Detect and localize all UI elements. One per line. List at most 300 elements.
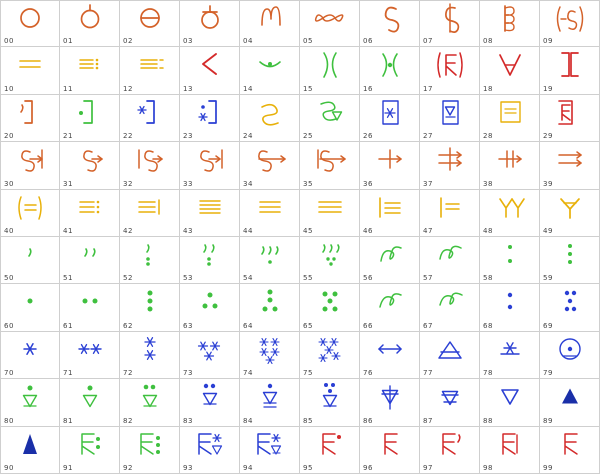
glyph-index-label: 00 (4, 37, 14, 46)
s-curve-icon (360, 3, 419, 35)
glyph-index-label: 15 (303, 84, 313, 93)
parenthesized-s-icon (540, 3, 599, 35)
double-headed-arrow-icon (360, 334, 419, 366)
glyph-cell[interactable] (0, 237, 60, 284)
glyph-index-label: 35 (303, 179, 313, 188)
wave-arch-icon (240, 3, 299, 35)
dot-column-two-icon (480, 239, 539, 271)
double-line-dashed-icon (120, 49, 179, 81)
glyph-index-label: 97 (423, 463, 433, 472)
stacked-lines-wide-icon (300, 192, 359, 224)
glyph-cell[interactable] (240, 332, 300, 379)
glyph-index-label: 40 (4, 226, 14, 235)
glyph-index-label: 39 (543, 179, 553, 188)
glyph-cell[interactable] (360, 237, 420, 284)
glyph-cell[interactable] (120, 427, 180, 474)
red-flag-dot-icon (300, 429, 359, 461)
glyph-index-label: 91 (63, 463, 73, 472)
glyph-cell[interactable] (0, 95, 60, 142)
glyph-index-label: 83 (183, 416, 193, 425)
glyph-cell[interactable] (120, 0, 180, 47)
glyph-index-label: 33 (183, 179, 193, 188)
glyph-index-label: 66 (363, 321, 373, 330)
glyph-index-label: 89 (543, 416, 553, 425)
glyph-index-label: 63 (183, 321, 193, 330)
glyph-cell[interactable] (480, 237, 540, 284)
glyph-index-label: 08 (483, 37, 493, 46)
boxed-triangle-icon (420, 97, 479, 129)
glyph-cell[interactable] (420, 427, 480, 474)
glyph-cell[interactable] (540, 379, 600, 426)
glyph-index-label: 69 (543, 321, 553, 330)
hook-curve-icon (360, 286, 419, 318)
wave-hook-double-icon (420, 239, 479, 271)
glyph-index-label: 80 (4, 416, 14, 425)
two-dots-icon (60, 286, 119, 318)
asterisk-cluster-icon (300, 334, 359, 366)
glyph-index-label: 10 (4, 84, 14, 93)
flag-dots-alt-icon (120, 429, 179, 461)
glyph-index-label: 27 (423, 132, 433, 141)
circle-with-crossbar-icon (120, 3, 179, 35)
single-dot-icon (1, 286, 59, 318)
glyph-cell[interactable] (480, 0, 540, 47)
glyph-index-label: 42 (123, 226, 133, 235)
glyph-cell[interactable] (180, 379, 240, 426)
vertical-bar-lines-icon (360, 192, 419, 224)
glyph-cell[interactable] (180, 142, 240, 189)
red-flag-bar-icon (480, 429, 539, 461)
glyph-cell[interactable] (540, 284, 600, 331)
glyph-index-label: 98 (483, 463, 493, 472)
glyph-cell[interactable] (420, 142, 480, 189)
glyph-cell[interactable] (240, 237, 300, 284)
glyph-cell[interactable] (60, 190, 120, 237)
double-arrow-icon (540, 144, 599, 176)
glyph-cell[interactable] (240, 284, 300, 331)
glyph-index-label: 20 (4, 132, 14, 141)
glyph-cell[interactable] (480, 284, 540, 331)
bracket-dot-icon (60, 97, 119, 129)
glyph-cell[interactable] (360, 0, 420, 47)
glyph-index-label: 05 (303, 37, 313, 46)
glyph-index-label: 25 (303, 132, 313, 141)
glyph-index-label: 60 (4, 321, 14, 330)
glyph-cell[interactable] (360, 47, 420, 94)
glyph-cell[interactable] (240, 0, 300, 47)
glyph-index-label: 55 (303, 274, 313, 283)
glyph-index-label: 07 (423, 37, 433, 46)
glyph-index-label: 67 (423, 321, 433, 330)
wave-hook-icon (360, 239, 419, 271)
circle-icon (1, 3, 59, 35)
glyph-cell[interactable] (120, 95, 180, 142)
glyph-cell[interactable] (0, 190, 60, 237)
glyph-index-label: 56 (363, 274, 373, 283)
glyph-cell[interactable] (420, 0, 480, 47)
glyph-index-label: 57 (423, 274, 433, 283)
glyph-index-label: 49 (543, 226, 553, 235)
double-line-dotted-icon (60, 49, 119, 81)
glyph-cell[interactable] (480, 190, 540, 237)
glyph-index-label: 18 (483, 84, 493, 93)
glyph-cell[interactable] (540, 237, 600, 284)
flag-with-dots-icon (60, 429, 119, 461)
single-comma-icon (1, 239, 59, 271)
glyph-index-label: 26 (363, 132, 373, 141)
glyph-cell[interactable] (180, 47, 240, 94)
four-dots-icon (240, 286, 299, 318)
filled-triangle-icon (540, 381, 599, 413)
asterisk-stack-icon (120, 334, 179, 366)
glyph-cell[interactable] (300, 379, 360, 426)
glyph-index-label: 03 (183, 37, 193, 46)
glyph-index-label: 32 (123, 179, 133, 188)
glyph-cell[interactable] (300, 142, 360, 189)
glyph-cell[interactable] (120, 284, 180, 331)
dot-triangle-icon (180, 286, 239, 318)
double-y-bar-icon (480, 192, 539, 224)
glyph-index-label: 38 (483, 179, 493, 188)
glyph-cell[interactable] (60, 284, 120, 331)
plus-arrow-icon (480, 144, 539, 176)
glyph-index-label: 78 (483, 369, 493, 378)
double-arrow-cross-icon (420, 144, 479, 176)
stacked-lines-icon (240, 192, 299, 224)
glyph-cell[interactable] (180, 427, 240, 474)
glyph-index-label: 30 (4, 179, 14, 188)
glyph-cell[interactable] (0, 332, 60, 379)
glyph-cell[interactable] (0, 379, 60, 426)
glyph-cell[interactable] (480, 332, 540, 379)
glyph-cell[interactable] (120, 379, 180, 426)
glyph-cell[interactable] (180, 237, 240, 284)
glyph-index-label: 93 (183, 463, 193, 472)
dot-over-triangle-alt-icon (60, 381, 119, 413)
red-flag-plain-icon (540, 429, 599, 461)
glyph-cell[interactable] (360, 190, 420, 237)
parenthesized-flag-icon (420, 49, 479, 81)
glyph-index-label: 37 (423, 179, 433, 188)
glyph-index-label: 82 (123, 416, 133, 425)
glyph-cell[interactable] (120, 237, 180, 284)
boxed-asterisk-icon (360, 97, 419, 129)
glyph-index-label: 79 (543, 369, 553, 378)
blue-dot-cluster-icon (540, 286, 599, 318)
glyph-cell[interactable] (180, 190, 240, 237)
s-wave-triangle-icon (300, 97, 359, 129)
glyph-index-label: 68 (483, 321, 493, 330)
glyph-cell[interactable] (60, 0, 120, 47)
glyph-index-label: 65 (303, 321, 313, 330)
red-flag-icon (360, 429, 419, 461)
glyph-index-label: 81 (63, 416, 73, 425)
asterisk-grid-icon (240, 334, 299, 366)
glyph-index-label: 36 (363, 179, 373, 188)
glyph-index-label: 84 (243, 416, 253, 425)
glyph-cell[interactable] (540, 190, 600, 237)
glyph-cell[interactable] (480, 427, 540, 474)
five-dots-icon (300, 286, 359, 318)
dot-over-triangle-icon (1, 381, 59, 413)
glyph-cell[interactable] (540, 332, 600, 379)
s-arrow-bar-icon (1, 144, 59, 176)
glyph-cell[interactable] (480, 95, 540, 142)
circle-with-stem-and-bar-icon (180, 3, 239, 35)
glyph-index-label: 43 (183, 226, 193, 235)
glyph-index-label: 52 (123, 274, 133, 283)
glyph-index-label: 87 (423, 416, 433, 425)
glyph-index-label: 02 (123, 37, 133, 46)
glyph-cell[interactable] (420, 237, 480, 284)
v-arrow-down-icon (480, 49, 539, 81)
glyph-index-label: 01 (63, 37, 73, 46)
glyph-index-label: 73 (183, 369, 193, 378)
glyph-index-label: 34 (243, 179, 253, 188)
glyph-index-label: 23 (183, 132, 193, 141)
blue-dot-pair-icon (480, 286, 539, 318)
lens-with-dot-icon (360, 49, 419, 81)
glyph-cell[interactable] (120, 332, 180, 379)
glyph-index-label: 21 (63, 132, 73, 141)
glyph-cell[interactable] (60, 332, 120, 379)
triangle-crossbar-icon (360, 381, 419, 413)
glyph-index-label: 76 (363, 369, 373, 378)
glyph-index-label: 59 (543, 274, 553, 283)
dot-column-three-icon (540, 239, 599, 271)
s-arrow-right-bar-icon (180, 144, 239, 176)
glyph-cell[interactable] (360, 142, 420, 189)
glyph-cell[interactable] (300, 95, 360, 142)
glyph-cell[interactable] (240, 47, 300, 94)
glyph-index-label: 95 (303, 463, 313, 472)
triangle-plain-icon (480, 381, 539, 413)
glyph-index-label: 94 (243, 463, 253, 472)
s-arrow-plain-icon (60, 144, 119, 176)
glyph-cell[interactable] (0, 47, 60, 94)
bracket-asterisk-icon (120, 97, 179, 129)
bar-with-lines-icon (420, 192, 479, 224)
coil-spiral-icon (480, 3, 539, 35)
four-lines-icon (180, 192, 239, 224)
glyph-cell[interactable] (0, 284, 60, 331)
glyph-cell[interactable] (420, 332, 480, 379)
left-chevron-icon (180, 49, 239, 81)
lens-outline-icon (300, 49, 359, 81)
glyph-cell[interactable] (300, 190, 360, 237)
double-asterisk-icon (60, 334, 119, 366)
glyph-index-label: 90 (4, 463, 14, 472)
glyph-cell[interactable] (240, 427, 300, 474)
double-comma-dots-icon (180, 239, 239, 271)
glyph-index-label: 74 (243, 369, 253, 378)
boxed-lines-icon (480, 97, 539, 129)
glyph-cell[interactable] (180, 95, 240, 142)
glyph-cell[interactable] (480, 379, 540, 426)
glyph-cell[interactable] (480, 47, 540, 94)
glyph-cell[interactable] (120, 142, 180, 189)
flag-asterisk-triangle-icon (180, 429, 239, 461)
glyph-index-label: 31 (63, 179, 73, 188)
glyph-cell[interactable] (420, 47, 480, 94)
triple-line-dotted-icon (60, 192, 119, 224)
glyph-index-label: 48 (483, 226, 493, 235)
double-line-icon (1, 49, 59, 81)
dot-triangle-blue-icon (240, 381, 299, 413)
glyph-cell[interactable] (360, 284, 420, 331)
y-bar-single-icon (540, 192, 599, 224)
glyph-cell[interactable] (480, 142, 540, 189)
glyph-index-label: 70 (4, 369, 14, 378)
glyph-cell[interactable] (180, 332, 240, 379)
glyph-index-label: 54 (243, 274, 253, 283)
glyph-cell[interactable] (240, 190, 300, 237)
bar-long-arrow-icon (300, 144, 359, 176)
glyph-cell[interactable] (240, 142, 300, 189)
infinity-icon (300, 3, 359, 35)
glyph-cell[interactable] (0, 142, 60, 189)
double-comma-icon (60, 239, 119, 271)
glyph-index-label: 51 (63, 274, 73, 283)
long-arrow-s-icon (240, 144, 299, 176)
glyph-index-label: 04 (243, 37, 253, 46)
glyph-index-label: 45 (303, 226, 313, 235)
glyph-index-label: 06 (363, 37, 373, 46)
hook-curve-alt-icon (420, 286, 479, 318)
glyph-index-label: 75 (303, 369, 313, 378)
bracket-comma-icon (1, 97, 59, 129)
glyph-cell[interactable] (360, 332, 420, 379)
glyph-index-label: 41 (63, 226, 73, 235)
triangle-double-bar-icon (420, 381, 479, 413)
glyph-cell[interactable] (420, 190, 480, 237)
glyph-cell[interactable] (300, 427, 360, 474)
glyph-index-label: 72 (123, 369, 133, 378)
glyph-cell[interactable] (60, 237, 120, 284)
triple-line-bar-icon (120, 192, 179, 224)
glyph-index-label: 88 (483, 416, 493, 425)
red-flag-mark-icon (420, 429, 479, 461)
glyph-cell[interactable] (180, 0, 240, 47)
glyph-index-label: 11 (63, 84, 73, 93)
glyph-cell[interactable] (540, 427, 600, 474)
bracket-dot-asterisk-icon (180, 97, 239, 129)
glyph-index-label: 09 (543, 37, 553, 46)
glyph-index-label: 99 (543, 463, 553, 472)
comma-dots-icon (120, 239, 179, 271)
glyph-index-label: 12 (123, 84, 133, 93)
circle-with-stem-icon (60, 3, 119, 35)
glyph-index-label: 16 (363, 84, 373, 93)
circled-dot-triangle-icon (540, 334, 599, 366)
glyph-index-label: 24 (243, 132, 253, 141)
glyph-cell[interactable] (60, 142, 120, 189)
asterisk-bar-icon (480, 334, 539, 366)
glyph-cell[interactable] (240, 95, 300, 142)
glyph-index-label: 85 (303, 416, 313, 425)
glyph-index-label: 19 (543, 84, 553, 93)
glyph-cell[interactable] (60, 95, 120, 142)
glyph-index-label: 17 (423, 84, 433, 93)
glyph-index-label: 46 (363, 226, 373, 235)
glyph-cell[interactable] (0, 0, 60, 47)
bar-s-arrow-icon (120, 144, 179, 176)
glyph-index-label: 50 (4, 274, 14, 283)
glyph-cell[interactable] (300, 332, 360, 379)
triple-comma-icon (240, 239, 299, 271)
glyph-cell[interactable] (300, 0, 360, 47)
glyph-cell[interactable] (420, 284, 480, 331)
flag-bracket-icon (540, 97, 599, 129)
glyph-index-label: 53 (183, 274, 193, 283)
glyph-cell[interactable] (540, 142, 600, 189)
glyph-cell[interactable] (540, 47, 600, 94)
glyph-index-label: 47 (423, 226, 433, 235)
triangle-crossed-icon (420, 334, 479, 366)
glyph-index-label: 96 (363, 463, 373, 472)
glyph-cell[interactable] (60, 379, 120, 426)
glyph-index-label: 86 (363, 416, 373, 425)
glyph-cell[interactable] (180, 284, 240, 331)
glyph-index-label: 14 (243, 84, 253, 93)
glyph-index-label: 58 (483, 274, 493, 283)
s-wave-line-icon (240, 97, 299, 129)
cross-arrow-icon (360, 144, 419, 176)
flag-asterisk-triangle-alt-icon (240, 429, 299, 461)
glyph-cell[interactable] (300, 237, 360, 284)
glyph-index-label: 28 (483, 132, 493, 141)
glyph-cell[interactable] (240, 379, 300, 426)
glyph-cell[interactable] (540, 95, 600, 142)
glyph-cell[interactable] (120, 47, 180, 94)
glyph-index-label: 77 (423, 369, 433, 378)
arc-with-dot-icon (240, 49, 299, 81)
glyph-index-label: 29 (543, 132, 553, 141)
glyph-cell[interactable] (420, 95, 480, 142)
glyph-cell[interactable] (420, 379, 480, 426)
glyph-cell[interactable] (300, 284, 360, 331)
glyph-index-label: 13 (183, 84, 193, 93)
glyph-index-label: 64 (243, 321, 253, 330)
glyph-cell[interactable] (60, 427, 120, 474)
glyph-cell[interactable] (360, 95, 420, 142)
glyph-cell[interactable] (0, 427, 60, 474)
parenthesized-equals-icon (1, 192, 59, 224)
glyph-index-label: 62 (123, 321, 133, 330)
glyph-cell[interactable] (540, 0, 600, 47)
bracket-pair-icon (540, 49, 599, 81)
dollar-like-stroke-icon (420, 3, 479, 35)
filled-triangle-tall-icon (1, 429, 59, 461)
glyph-cell[interactable] (300, 47, 360, 94)
glyph-cell[interactable] (360, 379, 420, 426)
glyph-index-label: 44 (243, 226, 253, 235)
dots-over-triangle-icon (120, 381, 179, 413)
glyph-index-label: 92 (123, 463, 133, 472)
comma-cluster-icon (300, 239, 359, 271)
triple-asterisk-icon (180, 334, 239, 366)
glyph-index-label: 22 (123, 132, 133, 141)
dots-over-triangle-blue-icon (180, 381, 239, 413)
glyph-cell[interactable] (360, 427, 420, 474)
glyph-index-label: 61 (63, 321, 73, 330)
glyph-cell[interactable] (120, 190, 180, 237)
three-dots-vertical-icon (120, 286, 179, 318)
asterisk-icon (1, 334, 59, 366)
glyph-cell[interactable] (60, 47, 120, 94)
dot-cluster-triangle-icon (300, 381, 359, 413)
glyph-index-label: 71 (63, 369, 73, 378)
